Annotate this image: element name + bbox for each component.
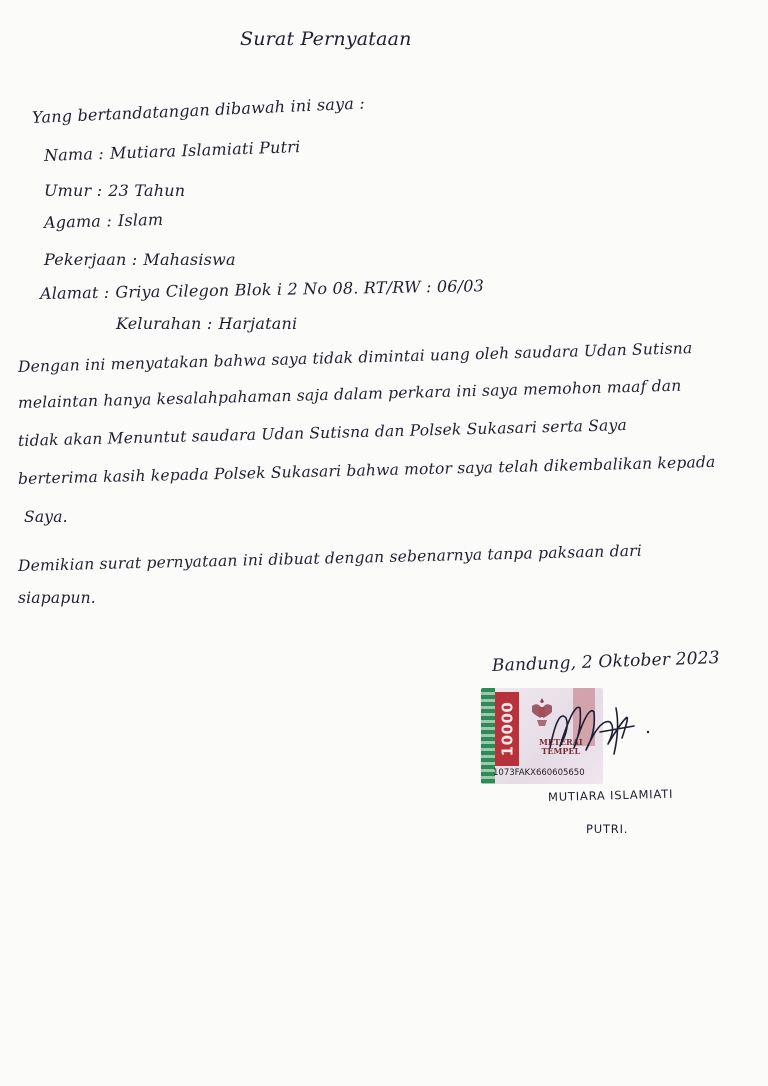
signer-name-line1: MUTIARA ISLAMIATI — [547, 786, 674, 804]
field-agama — [44, 210, 164, 232]
place-date: Bandung, 2 Oktober 2023 — [491, 648, 721, 676]
signer-name-line2: PUTRI. — [586, 822, 629, 836]
body-line: tidak akan Menuntut saudara Udan Sutisna dan Polsek Sukasari serta Saya — [17, 416, 628, 450]
field-nama — [44, 137, 301, 165]
field-kelurahan — [116, 314, 297, 333]
handwritten-signature — [530, 688, 660, 768]
body-line: melaintan hanya kesalahpahaman saja dalam perkara ini saya memohon maaf dan — [17, 376, 682, 412]
field-value: Islam — [117, 209, 164, 231]
field-label: Kelurahan : — [116, 314, 213, 333]
field-value: 23 Tahun — [108, 181, 186, 200]
field-label: Nama : — [43, 143, 105, 165]
field-value: Griya Cilegon Blok i 2 No 08. RT/RW : 06/03 — [115, 276, 485, 302]
field-value: Harjatani — [218, 314, 298, 333]
field-label: Umur : — [44, 181, 103, 200]
body-line: Dengan ini menyatakan bahwa saya tidak dimintai uang oleh saudara Udan Sutisna — [17, 339, 693, 376]
stamp-value: 10000 — [498, 701, 516, 757]
stamp-serial: 1073FAKX660605650 — [493, 768, 585, 778]
field-label: Agama : — [43, 211, 113, 232]
body-line: Saya. — [24, 508, 68, 526]
field-pekerjaan — [44, 250, 236, 269]
intro-line: Yang bertandatangan dibawah ini saya : — [31, 93, 366, 127]
field-label: Pekerjaan : — [44, 250, 138, 269]
field-umur — [44, 181, 185, 200]
stamp-label: METERAI TEMPEL — [539, 737, 583, 756]
closing-line: Demikian surat pernyataan ini dibuat dengan sebenarnya tanpa paksaan dari — [17, 541, 643, 575]
closing-line: siapapun. — [18, 589, 96, 607]
field-label: Alamat : — [39, 282, 110, 303]
letter-title: Surat Pernyataan — [240, 28, 412, 50]
body-line: berterima kasih kepada Polsek Sukasari bahwa motor saya telah dikembalikan kepada — [17, 452, 716, 488]
field-value: Mahasiswa — [143, 250, 236, 269]
field-alamat — [40, 276, 484, 303]
field-value: Mutiara Islamiati Putri — [109, 137, 301, 163]
